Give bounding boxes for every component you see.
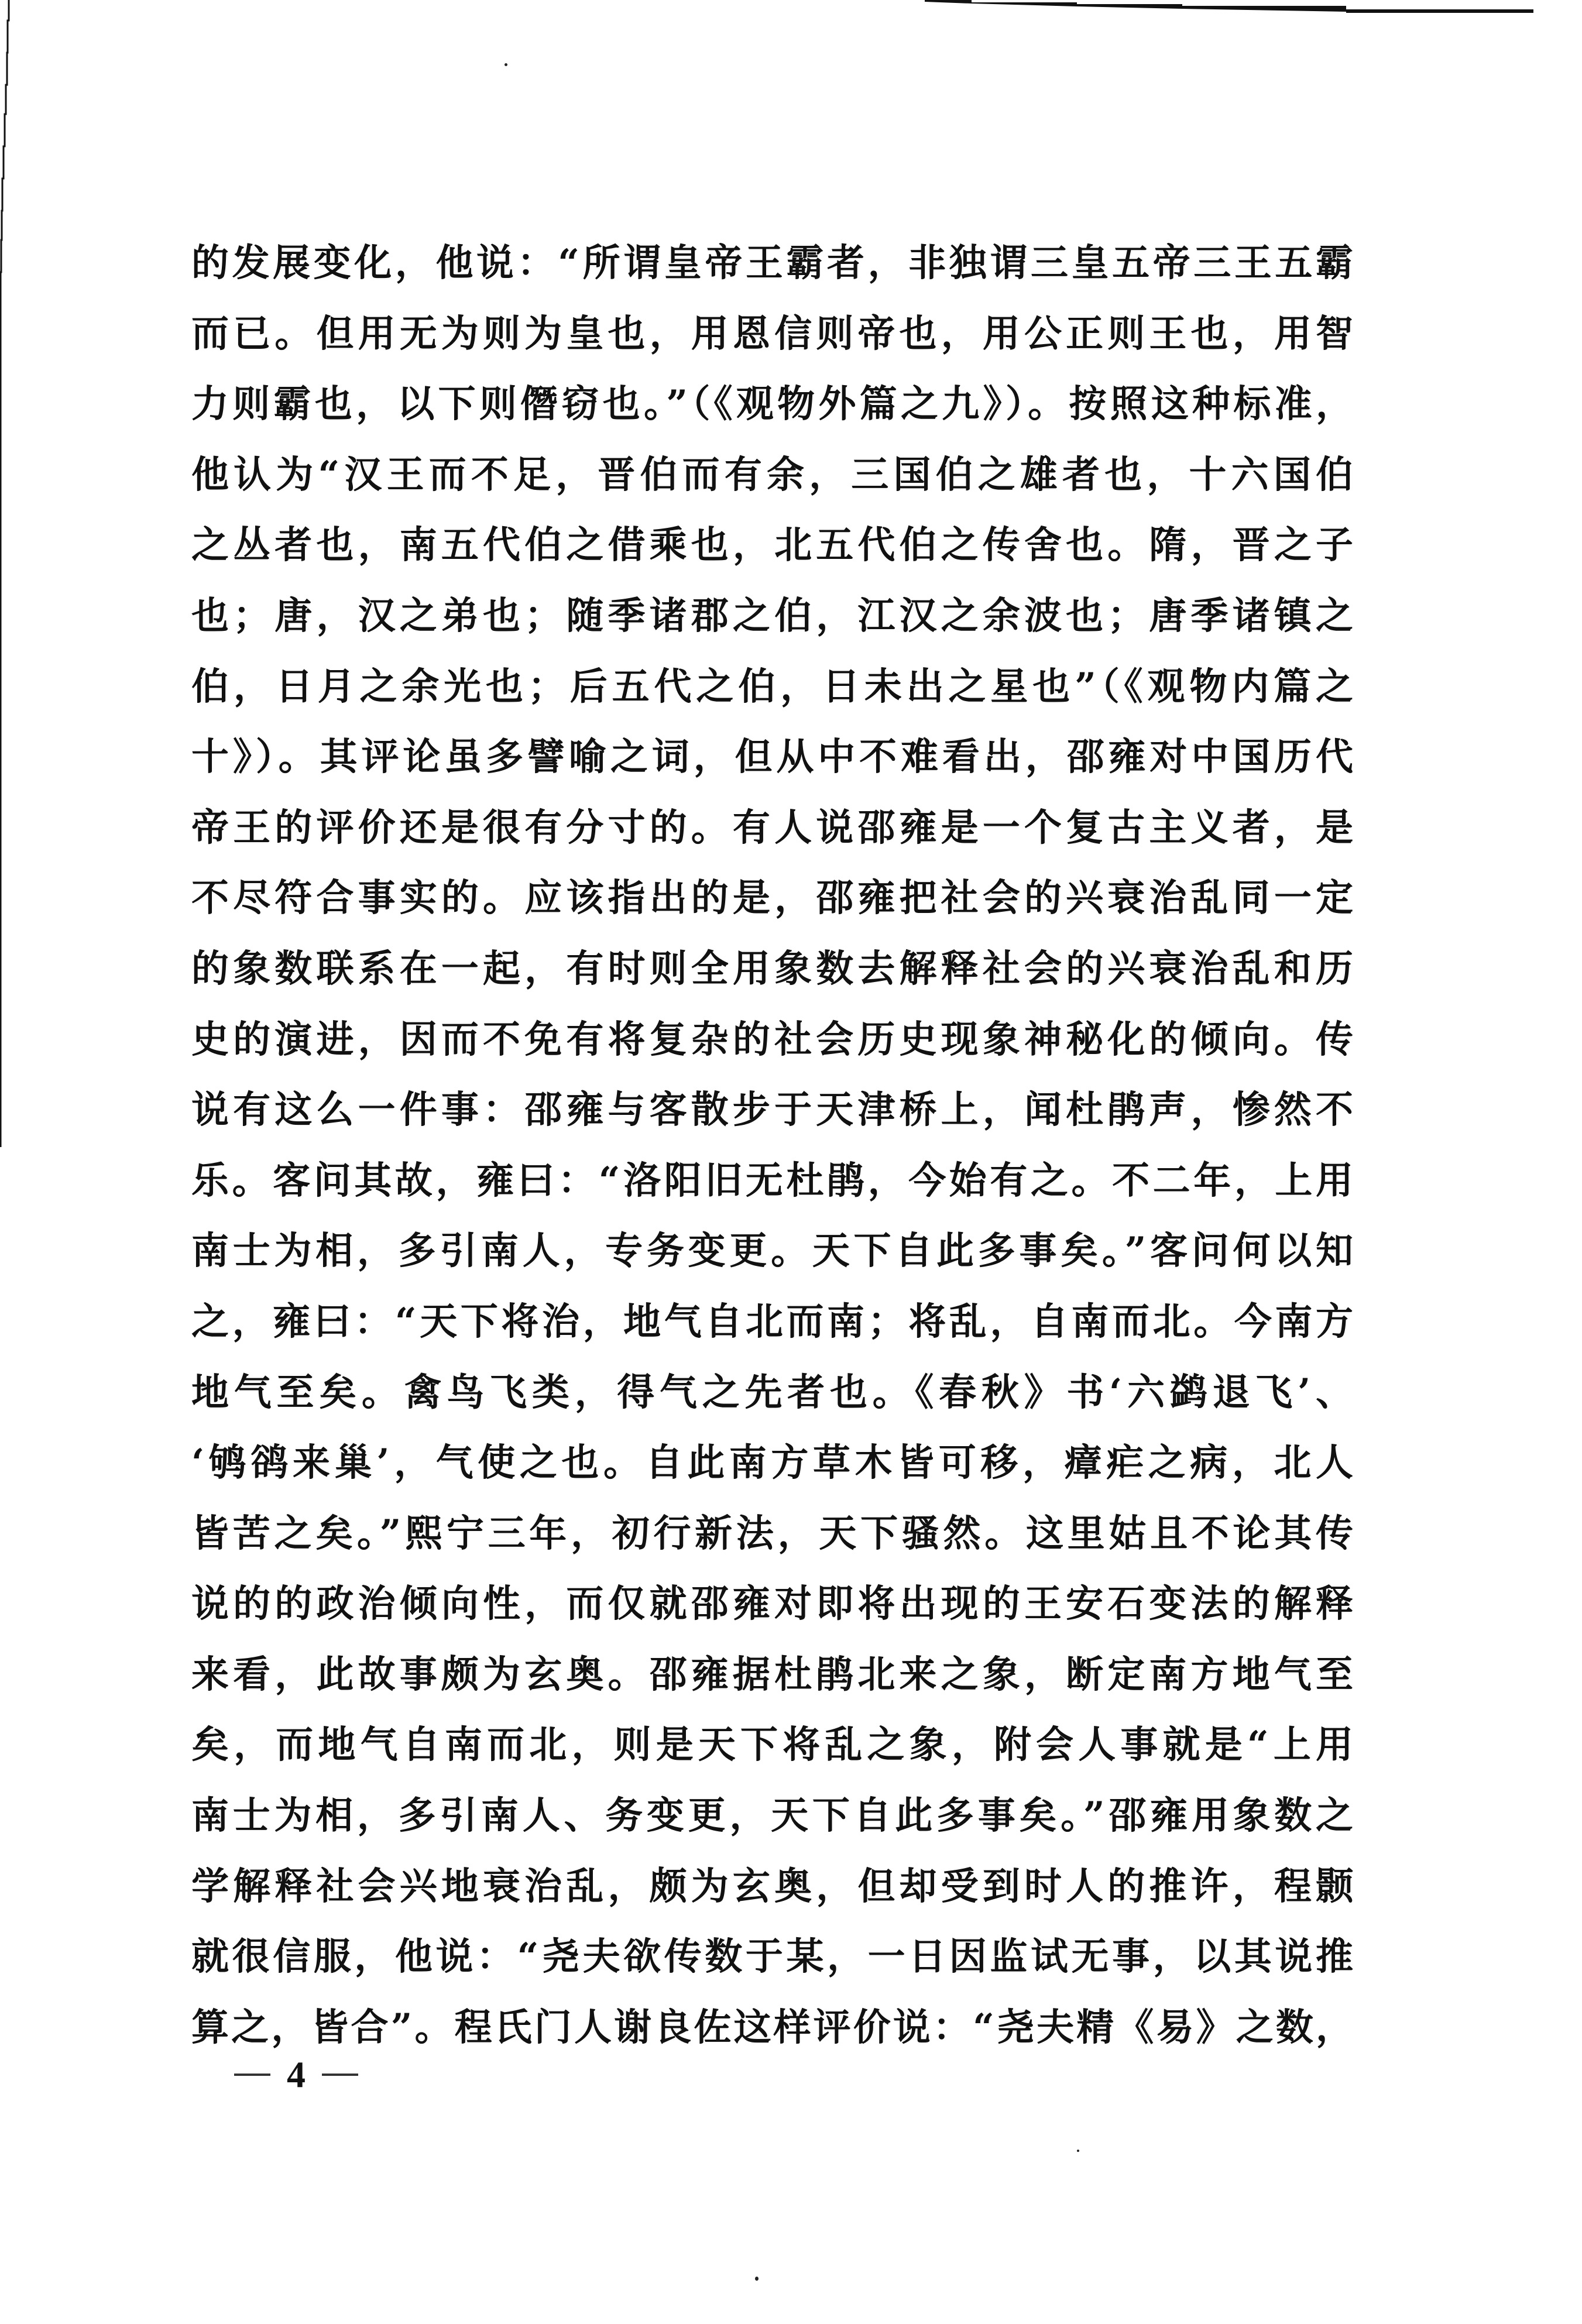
text-line: 他认为“汉王而不足，晋伯而有余，三国伯之雄者也，十六国伯 (191, 452, 1353, 497)
text-line: 说的的政治倾向性，而仅就邵雍对即将出现的王安石变法的解释 (191, 1582, 1353, 1626)
text-line: 的象数联系在一起，有时则全用象数去解释社会的兴衰治乱和历 (191, 946, 1353, 991)
text-line: 南士为相，多引南人，专务变更。天下自此多事矣。”客问何以知 (191, 1229, 1353, 1273)
text-line: ‘鸲鹆来巢’，气使之也。自此南方草木皆可移，瘴疟之病，北人 (191, 1441, 1353, 1485)
text-line: 而已。但用无为则为皇也，用恩信则帝也，用公正则王也，用智 (191, 311, 1353, 356)
text-line: 伯，日月之余光也；后五代之伯，日未出之星也”（《观物内篇之 (191, 664, 1353, 709)
page-number-value: 4 (287, 2054, 306, 2095)
scan-speck (1077, 2150, 1079, 2152)
scan-speck (755, 2277, 759, 2281)
scan-speck (505, 63, 507, 66)
text-line: 学解释社会兴地衰治乱，颇为玄奥，但却受到时人的推许，程颢 (191, 1864, 1353, 1908)
text-line: 南士为相，多引南人、务变更，天下自此多事矣。”邵雍用象数之 (191, 1794, 1353, 1838)
text-line: 来看，此故事颇为玄奥。邵雍据杜鹃北来之象，断定南方地气至 (191, 1652, 1353, 1697)
page-body (191, 235, 1353, 2070)
text-line: 也；唐，汉之弟也；随季诸郡之伯，江汉之余波也；唐季诸镇之 (191, 593, 1353, 638)
text-line: 的发展变化，他说：“所谓皇帝王霸者，非独谓三皇五帝三王五霸 (191, 241, 1353, 285)
text-line: 说有这么一件事：邵雍与客散步于天津桥上，闻杜鹃声，惨然不 (191, 1088, 1353, 1132)
text-line: 皆苦之矣。”熙宁三年，初行新法，天下骚然。这里姑且不论其传 (191, 1511, 1353, 1556)
text-line: 地气至矣。禽鸟飞类，得气之先者也。《春秋》书‘六鹢退飞’、 (191, 1370, 1353, 1415)
text-line: 帝王的评价还是很有分寸的。有人说邵雍是一个复古主义者，是 (191, 805, 1353, 850)
text-line: 乐。客问其故，雍曰：“洛阳旧无杜鹃，今始有之。不二年，上用 (191, 1158, 1353, 1203)
scan-edge-top (925, 0, 1545, 18)
page-number (234, 2051, 358, 2098)
page-number-dash-right (322, 2074, 358, 2076)
text-line: 之丛者也，南五代伯之借乘也，北五代伯之传舍也。隋，晋之子 (191, 523, 1353, 568)
text-line: 不尽符合事实的。应该指出的是，邵雍把社会的兴衰治乱同一定 (191, 876, 1353, 921)
text-line: 史的演进，因而不免有将复杂的社会历史现象神秘化的倾向。传 (191, 1017, 1353, 1062)
text-line: 就很信服，他说：“尧夫欲传数于某，一日因监试无事，以其说推 (191, 1935, 1353, 1979)
text-line: 矣，而地气自南而北，则是天下将乱之象，附会人事就是“上用 (191, 1723, 1353, 1767)
scan-edge-left (0, 0, 11, 1147)
text-line: 十》）。其评论虽多譬喻之词，但从中不难看出，邵雍对中国历代 (191, 735, 1353, 780)
page-number-dash-left (234, 2074, 270, 2076)
text-line: 算之，皆合”。程氏门人谢良佐这样评价说：“尧夫精《易》之数， (191, 2005, 1353, 2050)
text-line: 力则霸也，以下则僭窃也。”（《观物外篇之九》）。按照这种标准， (191, 382, 1353, 427)
text-line: 之，雍曰：“天下将治，地气自北而南；将乱，自南而北。今南方 (191, 1299, 1353, 1344)
